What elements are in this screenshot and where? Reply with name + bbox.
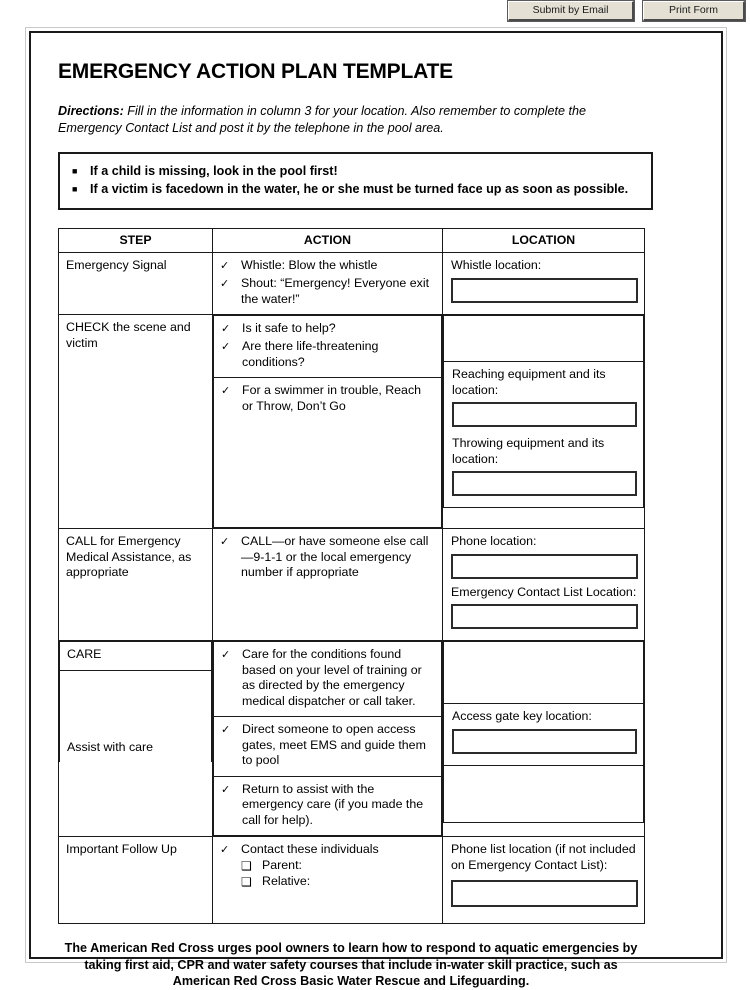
emergency-action-plan-table [58, 228, 645, 924]
location-cell-care [443, 641, 645, 837]
alert-item-text: If a child is missing, look in the pool first! [90, 164, 338, 178]
action-cell-followup [213, 837, 443, 924]
location-subrow [444, 642, 644, 704]
directions-lead-label: Directions: [58, 104, 124, 118]
action-subrow [214, 316, 442, 378]
document-content [31, 33, 721, 988]
step-label: CALL for Emergency Medical Assistance, as appropriate [66, 534, 192, 579]
phone-list-location-field[interactable] [451, 880, 638, 907]
empty-checkbox-icon: ❑ [241, 875, 252, 889]
table-header-row [59, 229, 645, 253]
location-subrows-check [443, 315, 644, 508]
action-item [221, 339, 434, 370]
document-page [25, 27, 727, 988]
square-bullet-icon: ■ [72, 184, 78, 194]
location-cell-call [443, 529, 645, 641]
contact-checkbox-label: Relative: [262, 874, 311, 888]
square-bullet-icon: ■ [72, 166, 78, 176]
throwing-equipment-location-field[interactable] [452, 471, 637, 496]
action-item-text: Is it safe to help? [242, 321, 336, 335]
step-cell-followup [59, 837, 213, 924]
alert-item-text: If a victim is facedown in the water, he or she must be turned face up as soon as possible. [90, 182, 629, 196]
location-label: Throwing equipment and its location: [452, 436, 605, 466]
step-cell-call [59, 529, 213, 641]
step-subrow [60, 642, 212, 671]
reaching-equipment-location-field[interactable] [452, 402, 637, 427]
action-item [220, 534, 435, 581]
action-item-text: Whistle: Blow the whistle [241, 258, 378, 272]
contact-checkbox-item[interactable] [241, 874, 435, 890]
location-label: Phone location: [451, 534, 537, 548]
step-cell-emergency-signal [59, 253, 213, 315]
critical-alert-box [58, 152, 653, 210]
action-cell-check [213, 315, 443, 529]
action-item-text: Are there life-threatening conditions? [242, 339, 379, 369]
checkmark-icon: ✓ [221, 341, 231, 353]
action-cell-emergency-signal [213, 253, 443, 315]
table-row [59, 529, 645, 641]
action-item-text: Care for the conditions found based on your level of training or as directed by the emergency medical dispatcher or call taker. [242, 647, 422, 708]
contact-checkbox-item[interactable] [241, 858, 435, 874]
whistle-location-field[interactable] [451, 278, 638, 303]
location-subrow [444, 362, 644, 508]
print-form-button[interactable]: Print Form [643, 1, 745, 21]
location-cell-followup [443, 837, 645, 924]
action-item-text: CALL—or have someone else call—9-1-1 or the local emergency number if appropriate [241, 534, 429, 579]
action-subrow [214, 642, 442, 717]
location-subrow [444, 765, 644, 822]
step-subrows-care [59, 641, 212, 762]
action-subrows-care [213, 641, 442, 836]
step-subrow [60, 670, 212, 762]
footer-note: The American Red Cross urges pool owners to learn how to respond to aquatic emergencies by taking first aid, CPR and water safety courses that include in-water skill practice, such as American Red Cross Basic Water Rescue and Lifeguarding. [64, 941, 638, 988]
action-item [221, 782, 434, 829]
location-label: Reaching equipment and its location: [452, 367, 606, 397]
action-item-text: Direct someone to open access gates, meet EMS and guide them to pool [242, 722, 426, 767]
action-item [220, 276, 435, 307]
access-gate-key-location-field[interactable] [452, 729, 637, 754]
step-label: Important Follow Up [66, 842, 177, 856]
checkmark-icon: ✓ [220, 536, 230, 548]
directions-body-text: Fill in the information in column 3 for your location. Also remember to complete the Emergency Contact List and post it by the telephone in the pool area. [58, 104, 586, 135]
checkmark-icon: ✓ [220, 260, 230, 272]
column-header-action: ACTION [213, 229, 443, 253]
contact-checkbox-label: Parent: [262, 858, 302, 872]
step-cell-care [59, 641, 213, 837]
alert-item [72, 181, 639, 198]
column-header-location: LOCATION [443, 229, 645, 253]
page-title: EMERGENCY ACTION PLAN TEMPLATE [58, 60, 453, 83]
table-row [59, 315, 645, 529]
action-subrows-check [213, 315, 442, 528]
action-item [221, 647, 434, 709]
pdf-form-toolbar [0, 0, 750, 22]
action-subrow [214, 717, 442, 777]
location-label: Whistle location: [451, 258, 542, 272]
table-row [59, 837, 645, 924]
checkmark-icon: ✓ [221, 724, 231, 736]
action-subrow [214, 378, 442, 528]
step-label: Emergency Signal [66, 258, 167, 272]
alert-item [72, 163, 639, 180]
location-subrow [444, 704, 644, 766]
checkmark-icon: ✓ [221, 323, 231, 335]
submit-by-email-button[interactable]: Submit by Email [508, 1, 634, 21]
location-subrow [444, 316, 644, 362]
action-cell-call [213, 529, 443, 641]
step-label-assist: Assist with care [67, 739, 154, 754]
action-item [221, 321, 434, 337]
table-row [59, 641, 645, 837]
action-cell-care [213, 641, 443, 837]
location-label: Phone list location (if not included on Emergency Contact List): [451, 842, 636, 872]
location-label: Emergency Contact List Location: [451, 584, 637, 599]
action-item [220, 842, 435, 858]
checkmark-icon: ✓ [220, 844, 230, 856]
action-subrow [214, 776, 442, 836]
step-label: CARE [67, 647, 102, 661]
location-cell-emergency-signal [443, 253, 645, 315]
location-cell-check [443, 315, 645, 529]
action-item [221, 383, 434, 414]
column-header-step: STEP [59, 229, 213, 253]
checkmark-icon: ✓ [221, 783, 231, 796]
directions-paragraph [58, 103, 636, 136]
action-item-text: Return to assist with the emergency care (if you made the call for help). [242, 781, 424, 827]
location-label: Access gate key location: [452, 709, 592, 723]
action-item-text: Shout: “Emergency! Everyone exit the water!” [241, 276, 430, 306]
action-item-text: Contact these individuals [241, 842, 379, 856]
step-cell-check [59, 315, 213, 529]
phone-location-field[interactable] [451, 554, 638, 579]
empty-checkbox-icon: ❑ [241, 859, 252, 873]
document-page-border [29, 31, 723, 988]
action-item-text: For a swimmer in trouble, Reach or Throw, Don’t Go [242, 383, 422, 413]
step-label: CHECK the scene and victim [66, 320, 191, 350]
checkmark-icon: ✓ [221, 649, 231, 661]
checkmark-icon: ✓ [221, 385, 231, 397]
action-item [220, 258, 435, 274]
action-item [221, 722, 434, 769]
emergency-contact-list-location-field[interactable] [451, 604, 638, 629]
table-row [59, 253, 645, 315]
location-subrows-care [443, 641, 644, 823]
checkmark-icon: ✓ [220, 278, 230, 290]
